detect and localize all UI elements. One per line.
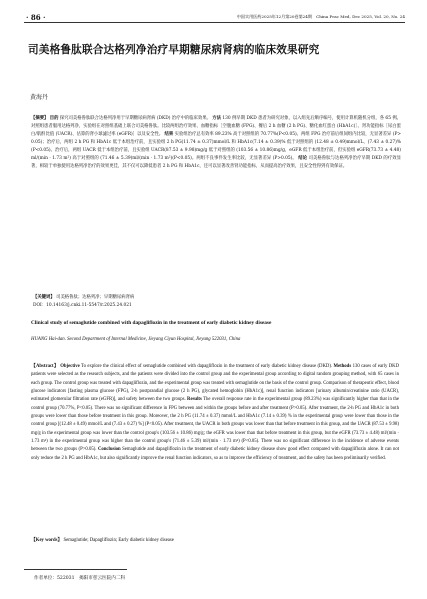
keywords-label-cn: 【关键词】 [33,295,55,300]
article-title-en: Clinical study of semaglutide combined with dapagliflozin in the treatment of early diabetic kidney disease [31,320,272,326]
doi: DOI：10.14163/j.cnki.11-5547/r.2025.24.021 [33,302,132,308]
abstract-cn [31,115,401,171]
results-label-en: Results [187,397,202,403]
abstract-en [31,363,399,463]
abstract-label-en: 【Abstract】 [31,364,59,369]
objective-label-en: Objective [60,364,80,369]
methods-label-cn: 方法 [212,116,221,121]
objective-label-cn: 目的 [49,116,59,121]
author-affiliation-en: HUANG Hai-dan. Second Department of Internal Medicine, Jieyang Ciyun Hospital, Jieyang 522031, China [31,337,241,342]
keywords-text-cn: 司美格鲁肽；达格列净；早期糖尿病肾病 [56,295,135,300]
results-text-en: The overall response rate in the experimental group (89.23%) was significantly higher than that in the control group (70.77%, P<0.05). There was no significant difference in FPG between and within the groups before and after treatment (P>0.05). After treatment, the 2-h PG and HbA1c in both groups were lower than those before treatment in this group. Moreover, the 2 h PG (11.74 ± 0.37) mmol/L and HbA1c (7.14 ± 0.39) % in the experimental group were lower than those in the control group [(12.48 ± 0.49) mmol/L and (7.43 ± 0.27) %] (P<0.05). After treatment, the UACR in both groups was lower than that before treatment in this group, and the UACR (87.53 ± 9.98) mg/g in the experimental group was lower than the control group's (103.56 ± 10.86) mg/g; the eGFR was lower than that before treatment in this group, but the eGFR (73.73 ± 4.48) ml/(min · 1.73 m²) in the experimental group was higher than the control group's (71.46 ± 5.39) ml/(min · 1.73 m²) (P<0.05). There was no significant difference in the incidence of adverse events between the two groups (P>0.05). [31,397,399,453]
page-number: · 86 · [26,13,46,22]
keywords-en [31,537,401,545]
conclusion-text-en: Semaglutide and dapagliflozin in the treatment of early diabetic kidney disease show good effect compared with dapagliflozin alone. It can not only reduce the 2 h PG and HbA1c, but also significantly improve the renal function indicators, so as to improve the efficiency of treatment, and the safety has been preliminarily verified. [31,447,400,461]
author-name-cn: 黄海丹 [30,94,49,101]
conclusion-text-cn: 司美格鲁肽与达格列净治疗早期 DKD 的疗效显著，相较于单独使用达格列净治疗的效果更佳，其不仅可以降低患者 2 h PG 和 HbA1c，还可以显著改善肾功能指标，从而提高治疗效果，且安全性得到有效保证。 [31,155,401,169]
objective-text-en: To explore the clinical effect of semaglutide combined with dapagliflozin in the treatment of early diabetic kidney disease (DKD). [81,364,333,369]
conclusion-label-cn: 结论 [298,155,308,161]
results-text-cn: 实验组治疗总有效率 89.23% 高于对照组的 70.77%(P<0.05)。两组 FPG 治疗前后组间组内比较，无显著差异 (P>0.05)；治疗后，两组 2 h PG 和 HbA1c 低于本组治疗前，且实验组 2 h PG(11.74 ± 0.37)mmol/L 和 HbA1c(7.14 ± 0.39)% 低于对照组的 (12.48 ± 0.49)mmol/L、(7.43 ± 0.27)%(P<0.05)。治疗后，两组 UACR 低于本组治疗前，且实验组 UACR(87.53 ± 9.98)mg/g 低于对照组的 (103.56 ± 10.86)mg/g，eGFR 低于本组治疗前，但实验组 eGFR(73.73 ± 4.48)ml/(min · 1.73 m²) 高于对照组的 (71.46 ± 5.39)ml/(min · 1.73 m²)(P<0.05)。两组不良事件发生率比较，无显著差异 (P>0.05)。 [31,131,402,161]
results-label-cn: 结果 [164,131,174,137]
abstract-label-cn: 【摘要】 [31,116,49,121]
objective-text-cn: 探究司美格鲁肽联合达格列净用于早期糖尿病肾病 (DKD) 治疗中的临床效果。 [59,116,211,121]
article-title-cn: 司美格鲁肽联合达格列净治疗早期糖尿病肾病的临床效果研究 [28,44,320,56]
methods-text-en: 130 cases of early DKD patients were selected as the research subjects, and the patients were divided into the control group and the experimental group according to digital random grouping method, with 65 cases in each group. The control group was treated with dapagliflozin, and the experimental group was treated with semaglutide on the basis of the control group. Comparison of therapeutic effect, blood glucose indicators [fasting plasma glucose (FPG), 2-h postprandial glucose (2 h PG), glycated hemoglobin (HbA1c)], renal function indicators [urinary albumin/creatinine ratio (UACR), estimated glomerular filtration rate (eGFR)], and safety between the two groups. [31,364,400,403]
conclusion-label-en: Conclusion [97,447,121,453]
header-rule [24,22,405,23]
author-affiliation-footnote: 作者单位：522031 揭阳市慈云医院内二科 [34,576,126,581]
methods-label-en: Methods [333,364,352,369]
keywords-cn [33,294,401,310]
methods-text-cn: 130 例早期 DKD 患者为研究对象，以入组先后顺序编号，使用计算机随机分组，各 65 例。对照组患者服用达格列净，实验组在对照组基础上联合司美格鲁肽。比较两组治疗效果、血糖指标［空腹血糖 (FPG)、餐后 2 h 血糖 (2 h PG)、糖化血红蛋白 (HbA1c)］、肾功能指标［尿白蛋白/肌酐比值 (UACR)、估算的肾小球滤过率 (eGFR)］以及安全性。 [31,116,402,137]
footnote-rule [24,569,127,570]
journal-header: 中国实用医药2025年12月第20卷第24期 China Prac Med, Dec 2025, Vol. 20, No. 24 [236,14,405,19]
keywords-text-en: Semaglutide; Dapagliflozin; Early diabetic kidney disease [63,538,174,543]
keywords-label-en: 【Key words】 [31,538,63,543]
